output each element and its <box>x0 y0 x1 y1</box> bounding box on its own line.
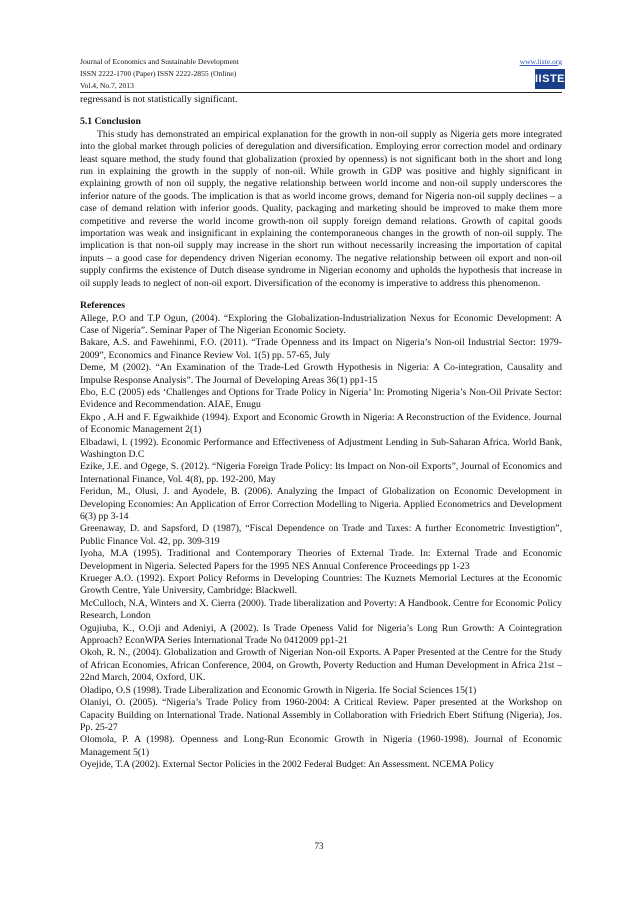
section-heading: 5.1 Conclusion <box>80 116 141 128</box>
reference-item: Feridun, M., Olusi, J. and Ayodele, B. (2006). Analyzing the Impact of Globalization on Economic Development in Developing Economies: An Application of Error Correction Modelling to Nigeria. Applied Econometrics and Development 6(3) pp 3-14 <box>80 486 562 522</box>
reference-item: Olaniyi, O. (2005). “Nigeria’s Trade Policy from 1960-2004: A Critical Review. Paper presented at the Workshop on Capacity Building on International Trade. National Assembly in Collaboration with Friedrich Ebert Stiftung (Nigeria), Jos. Pp. 25-27 <box>80 697 562 733</box>
reference-item: Krueger A.O. (1992). Export Policy Reforms in Developing Countries: The Kuznets Memorial Lectures at the Economic Growth Centre, Yale University, Cambridge: Blackwell. <box>80 573 562 597</box>
website-link[interactable]: www.iiste.org <box>519 57 562 66</box>
header-divider <box>80 92 562 93</box>
volume-line: Vol.4, No.7, 2013 <box>80 81 134 90</box>
reference-item: Oyejide, T.A (2002). External Sector Policies in the 2002 Federal Budget: An Assessment. NCEMA Policy <box>80 759 494 771</box>
reference-item: Ezike, J.E. and Ogege, S. (2012). “Nigeria Foreign Trade Policy: Its Impact on Non-oil Exports”, Journal of Economics and International Finance, Vol. 4(8), pp. 192-200, May <box>80 461 562 485</box>
references-heading: References <box>80 300 126 312</box>
reference-item: Iyoha, M.A (1995). Traditional and Contemporary Theories of External Trade. In: External Trade and Economic Development in Nigeria. Selected Papers for the 1995 NES Annual Conference Proceedings pp 1-23 <box>80 548 562 572</box>
reference-item: Olomola, P. A (1998). Openness and Long-Run Economic Growth in Nigeria (1960-1998). Journal of Economic Management 5(1) <box>80 734 562 758</box>
journal-name: Journal of Economics and Sustainable Development <box>80 57 239 66</box>
issn-line: ISSN 2222-1700 (Paper) ISSN 2222-2855 (Online) <box>80 69 237 78</box>
reference-item: Bakare, A.S. and Fawehinmi, F.O. (2011). “Trade Openness and its Impact on Nigeria’s Non-oil Industrial Sector: 1979-2009”, Economics and Finance Review Vol. 1(5) pp. 57-65, July <box>80 337 562 361</box>
reference-item: McCulloch, N.A, Winters and X. Cierra (2000). Trade liberalization and Poverty: A Handbook. Centre for Economic Policy Research, London <box>80 597 562 622</box>
conclusion-paragraph: This study has demonstrated an empirical explanation for the growth in non-oil supply as Nigeria gets more integrated into the global market through policies of deregulation and diversification. Employing error correction model and ordinary least square method, the study found that globalization (proxied by openness) is not significant both in the short and long run in explaining the growth in the supply of non-oil. While growth in GDP was positive and highly significant in explaining growth of non oil supply, the negative relationship between world income and non-oil supply underscores the inferior nature of the goods. The implication is that as world income grows, demand for Nigeria non-oil supply declines – a case of demand relation with inferior goods. Quality, packaging and marketing should be improved to make them more competitive and reverse the world income growth-non oil supply foreign demand relations. Growth of capital goods importation was weak and insignificant in explaining the contemporaneous changes in the growth of non-oil supply. The implication is that non-oil supply may increase in the short run without necessarily increasing the importation of capital inputs – a good case for dependency driven Nigerian economy. The negative relationship between oil export and non-oil supply confirms the existence of Dutch disease syndrome in Nigerian economy and upholds the hypothesis that increase in oil supply leads to neglect of non-oil export. Diversification of the economy is imperative to address this phenomenon. <box>80 128 562 289</box>
reference-item: Oladipo, O.S (1998). Trade Liberalization and Economic Growth in Nigeria. Ife Social Sciences 15(1) <box>80 684 477 696</box>
reference-item: Deme, M (2002). “An Examination of the Trade-Led Growth Hypothesis in Nigeria: A Co-integration, Causality and Impulse Response Analysis”. The Journal of Developing Areas 36(1) pp1-15 <box>80 362 562 386</box>
reference-item: Ekpo , A.H and F. Egwaikhide (1994). Export and Economic Growth in Nigeria: A Reconstruction of the Evidence. Journal of Economic Management 2(1) <box>80 411 562 436</box>
reference-item: Greenaway, D. and Sapsford, D (1987), “Fiscal Dependence on Trade and Taxes: A further Econometric Investigtion”, Public Finance Vol. 42, pp. 309-319 <box>80 523 562 547</box>
reference-item: Elbadawi, I. (1992). Economic Performance and Effectiveness of Adjustment Lending in Sub-Saharan Africa. World Bank, Washington D.C <box>80 436 562 460</box>
reference-item: Ogujiuba, K., O.Oji and Adeniyi, A (2002). Is Trade Openess Valid for Nigeria’s Long Run Growth: A Cointegration Approach? EconWPA Series International Trade No 0412009 pp1-21 <box>80 622 562 647</box>
reference-item: Ebo, E.C (2005) eds ‘Challenges and Options for Trade Policy in Nigeria’ In: Promoting Nigeria’s Non-Oil Private Sector: Evidence and Recommendation. AIAE, Enugu <box>80 386 562 411</box>
reference-item: Okoh, R. N., (2004). Globalization and Growth of Nigerian Non-oil Exports. A Paper Presented at the Centre for the Study of African Economies, African Conference, 2004, on Growth, Poverty Reduction and Human Development in Africa 21st – 22nd March, 2004, Oxford, UK. <box>80 647 562 684</box>
reference-list <box>80 313 562 772</box>
iiste-logo: IISTE <box>535 69 565 89</box>
continuation-line: regressand is not statistically significant. <box>80 94 238 105</box>
page-number: 73 <box>314 841 324 851</box>
article-body <box>80 94 562 772</box>
reference-item: Allege, P.O and T.P Ogun, (2004). “Exploring the Globalization-Industrialization Nexus for Economic Development: A Case of Nigeria”. Seminar Paper of The Nigerian Economic Society. <box>80 312 562 336</box>
